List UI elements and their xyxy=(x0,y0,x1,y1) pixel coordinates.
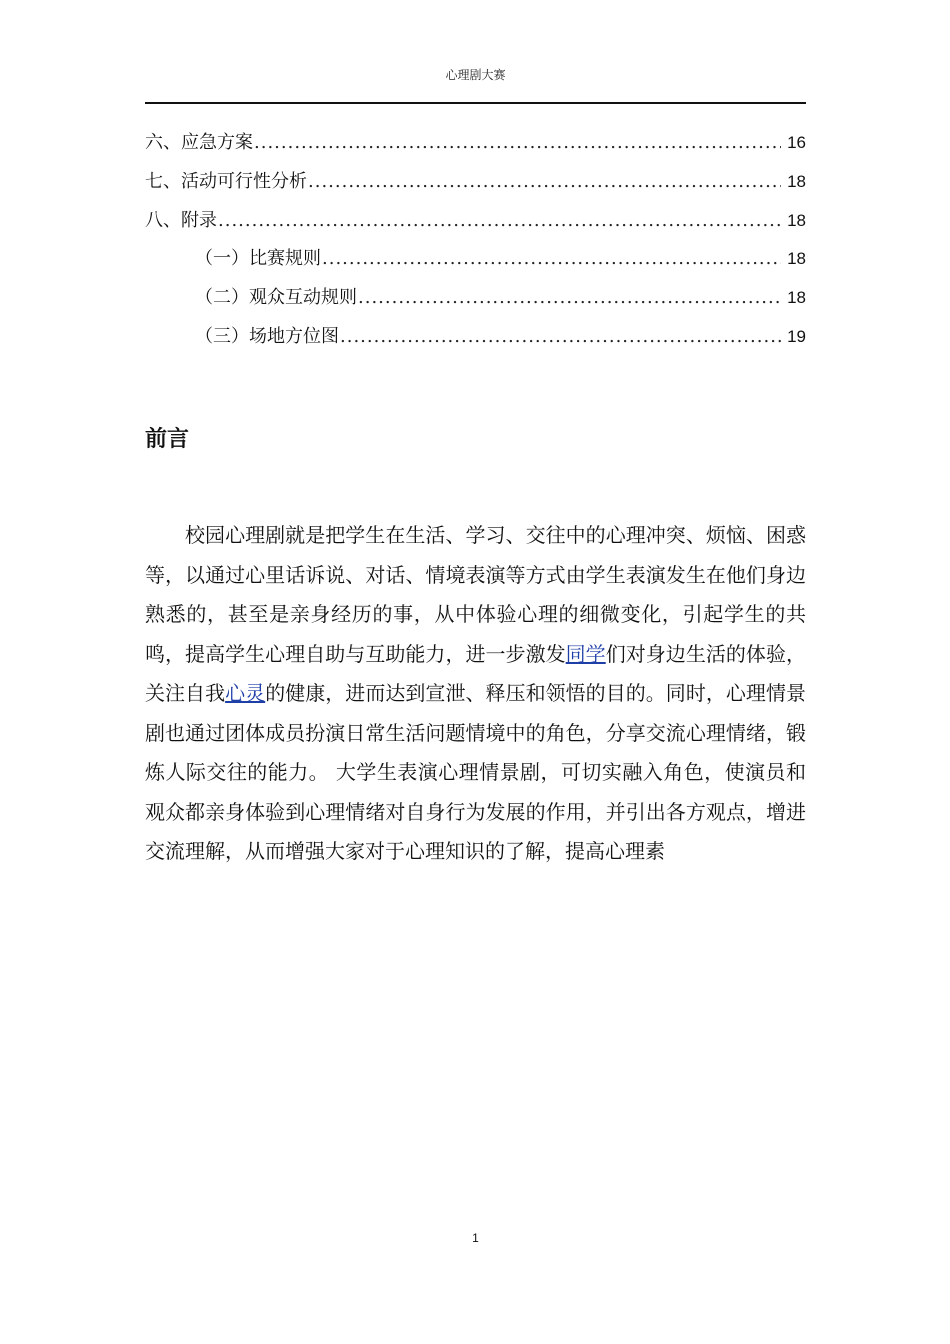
toc-entry-page: 18 xyxy=(787,249,806,269)
link-soul[interactable]: 心灵 xyxy=(225,681,266,705)
table-of-contents xyxy=(145,124,806,357)
toc-leader-dots xyxy=(308,163,781,202)
toc-leader-dots xyxy=(322,240,781,279)
toc-subentry[interactable] xyxy=(145,318,806,357)
paragraph-text: 们对身边生活的体验，关注自我 xyxy=(145,641,806,705)
toc-entry[interactable] xyxy=(145,202,806,241)
toc-entry-label: （三）场地方位图 xyxy=(195,325,339,347)
link-classmates[interactable]: 同学 xyxy=(565,641,606,666)
toc-entry[interactable] xyxy=(145,124,806,163)
toc-entry-label: 六、应急方案 xyxy=(145,132,253,153)
toc-entry-label: 七、活动可行性分析 xyxy=(145,170,307,192)
paragraph-text: 的健康，进而达到宣泄、释压和领悟的目的。同时，心理情景剧也通过团体成员扮演日常生活问题情境中的角色，分享交流心理情绪，锻炼人际交往的能力。 大学生表演心理情景剧，可切实融入角色，使演员和观众都亲身体验到心理情绪对自身行为发展的作用，并引出各方观点，增进交流理解，从而增强大家对于心理知识的了解，提高心理素 xyxy=(145,681,806,863)
toc-entry-page: 18 xyxy=(787,288,806,308)
toc-leader-dots xyxy=(218,202,781,241)
section-heading: 前言 xyxy=(145,426,190,452)
toc-entry-page: 18 xyxy=(787,210,806,230)
page-header: 心理剧大赛 xyxy=(445,68,506,82)
toc-entry-label: （二）观众互动规则 xyxy=(195,287,357,309)
toc-entry-label: 八、附录 xyxy=(145,209,217,231)
toc-entry-page: 16 xyxy=(787,133,806,152)
toc-leader-dots xyxy=(358,279,781,318)
toc-entry[interactable] xyxy=(145,163,806,202)
toc-subentry[interactable] xyxy=(145,279,806,318)
page-number: 1 xyxy=(472,1231,479,1245)
toc-subentry[interactable] xyxy=(145,240,806,279)
paragraph-text: 校园心理剧就是把学生在生活、学习、交往中的心理冲突、烦恼、困惑等，以通过心里话诉说、对话、情境表演等方式由学生表演发生在他们身边熟悉的，甚至是亲身经历的事，从中体验心理的细微变化，引起学生的共鸣，提高学生心理自助与互助能力，进一步激发 xyxy=(145,523,806,666)
toc-entry-page: 19 xyxy=(787,326,806,346)
preface-paragraph xyxy=(145,516,806,872)
toc-leader-dots xyxy=(340,318,781,357)
toc-leader-dots xyxy=(254,124,781,163)
header-divider xyxy=(145,102,806,104)
toc-entry-label: （一）比赛规则 xyxy=(195,248,321,270)
toc-entry-page: 18 xyxy=(787,171,806,191)
